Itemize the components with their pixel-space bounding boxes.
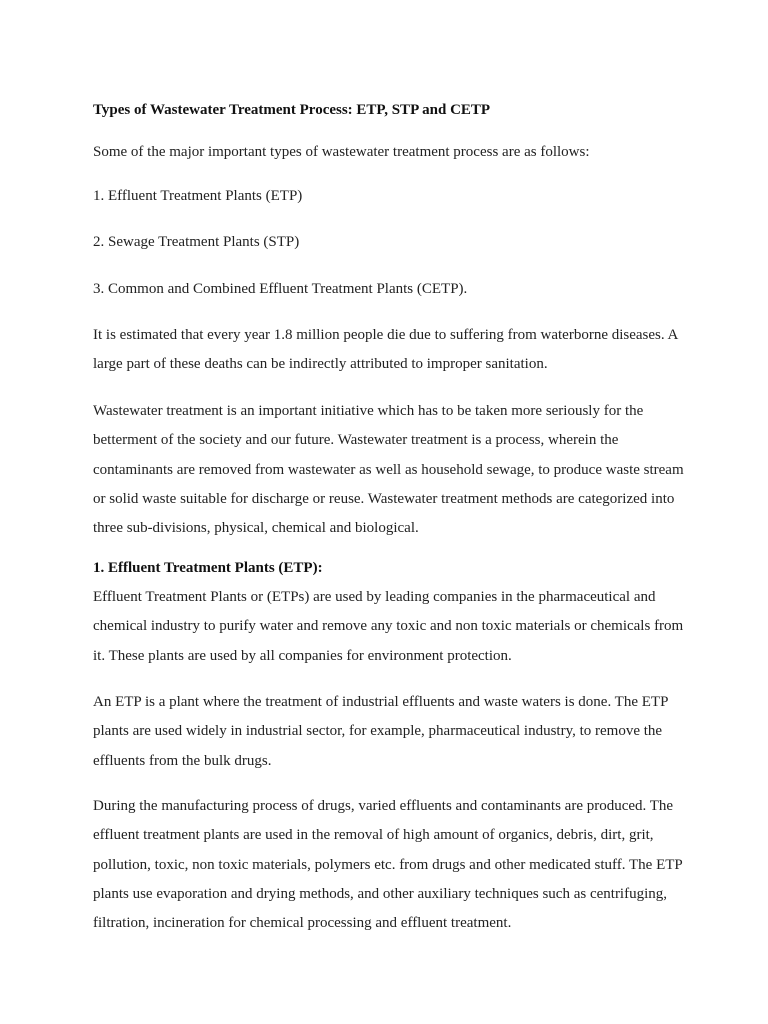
- list-item-etp: 1. Effluent Treatment Plants (ETP): [93, 188, 303, 204]
- paragraph-etp-usage: Effluent Treatment Plants or (ETPs) are used by leading companies in the pharmaceutical and chemical industry to purify water and remove any toxic and non toxic materials or chemicals from it. These plants are used by all companies for environment protection.: [93, 589, 684, 664]
- section-heading-etp: 1. Effluent Treatment Plants (ETP):: [93, 560, 323, 576]
- paragraph-etp-definition: An ETP is a plant where the treatment of industrial effluents and waste waters is done. The ETP plants are used widely in industrial sector, for example, pharmaceutical industry, to remove the effluents from the bulk drugs.: [93, 694, 668, 769]
- list-item-cetp: 3. Common and Combined Effluent Treatment Plants (CETP).: [93, 281, 468, 297]
- paragraph-etp-manufacturing: During the manufacturing process of drugs, varied effluents and contaminants are produced. The effluent treatment plants are used in the removal of high amount of organics, debris, dirt, grit, pollution, toxic, non toxic materials, polymers etc. from drugs and other medicated stuff. The ETP plants use evaporation and drying methods, and other auxiliary techniques such as centrifuging, filtration, incineration for chemical processing and effluent treatment.: [93, 798, 683, 932]
- paragraph-wastewater-treatment: Wastewater treatment is an important initiative which has to be taken more seriously for the betterment of the society and our future. Wastewater treatment is a process, wherein the contaminants are removed from wastewater as well as household sewage, to produce waste stream or solid waste suitable for discharge or reuse. Wastewater treatment methods are categorized into three sub-divisions, physical, chemical and biological.: [93, 403, 684, 537]
- document-title: Types of Wastewater Treatment Process: ETP, STP and CETP: [93, 102, 491, 118]
- list-item-stp: 2. Sewage Treatment Plants (STP): [93, 234, 300, 250]
- intro-paragraph: Some of the major important types of wastewater treatment process are as follows:: [93, 144, 590, 160]
- paragraph-waterborne-diseases: It is estimated that every year 1.8 million people die due to suffering from waterborne diseases. A large part of these deaths can be indirectly attributed to improper sanitation.: [93, 327, 678, 373]
